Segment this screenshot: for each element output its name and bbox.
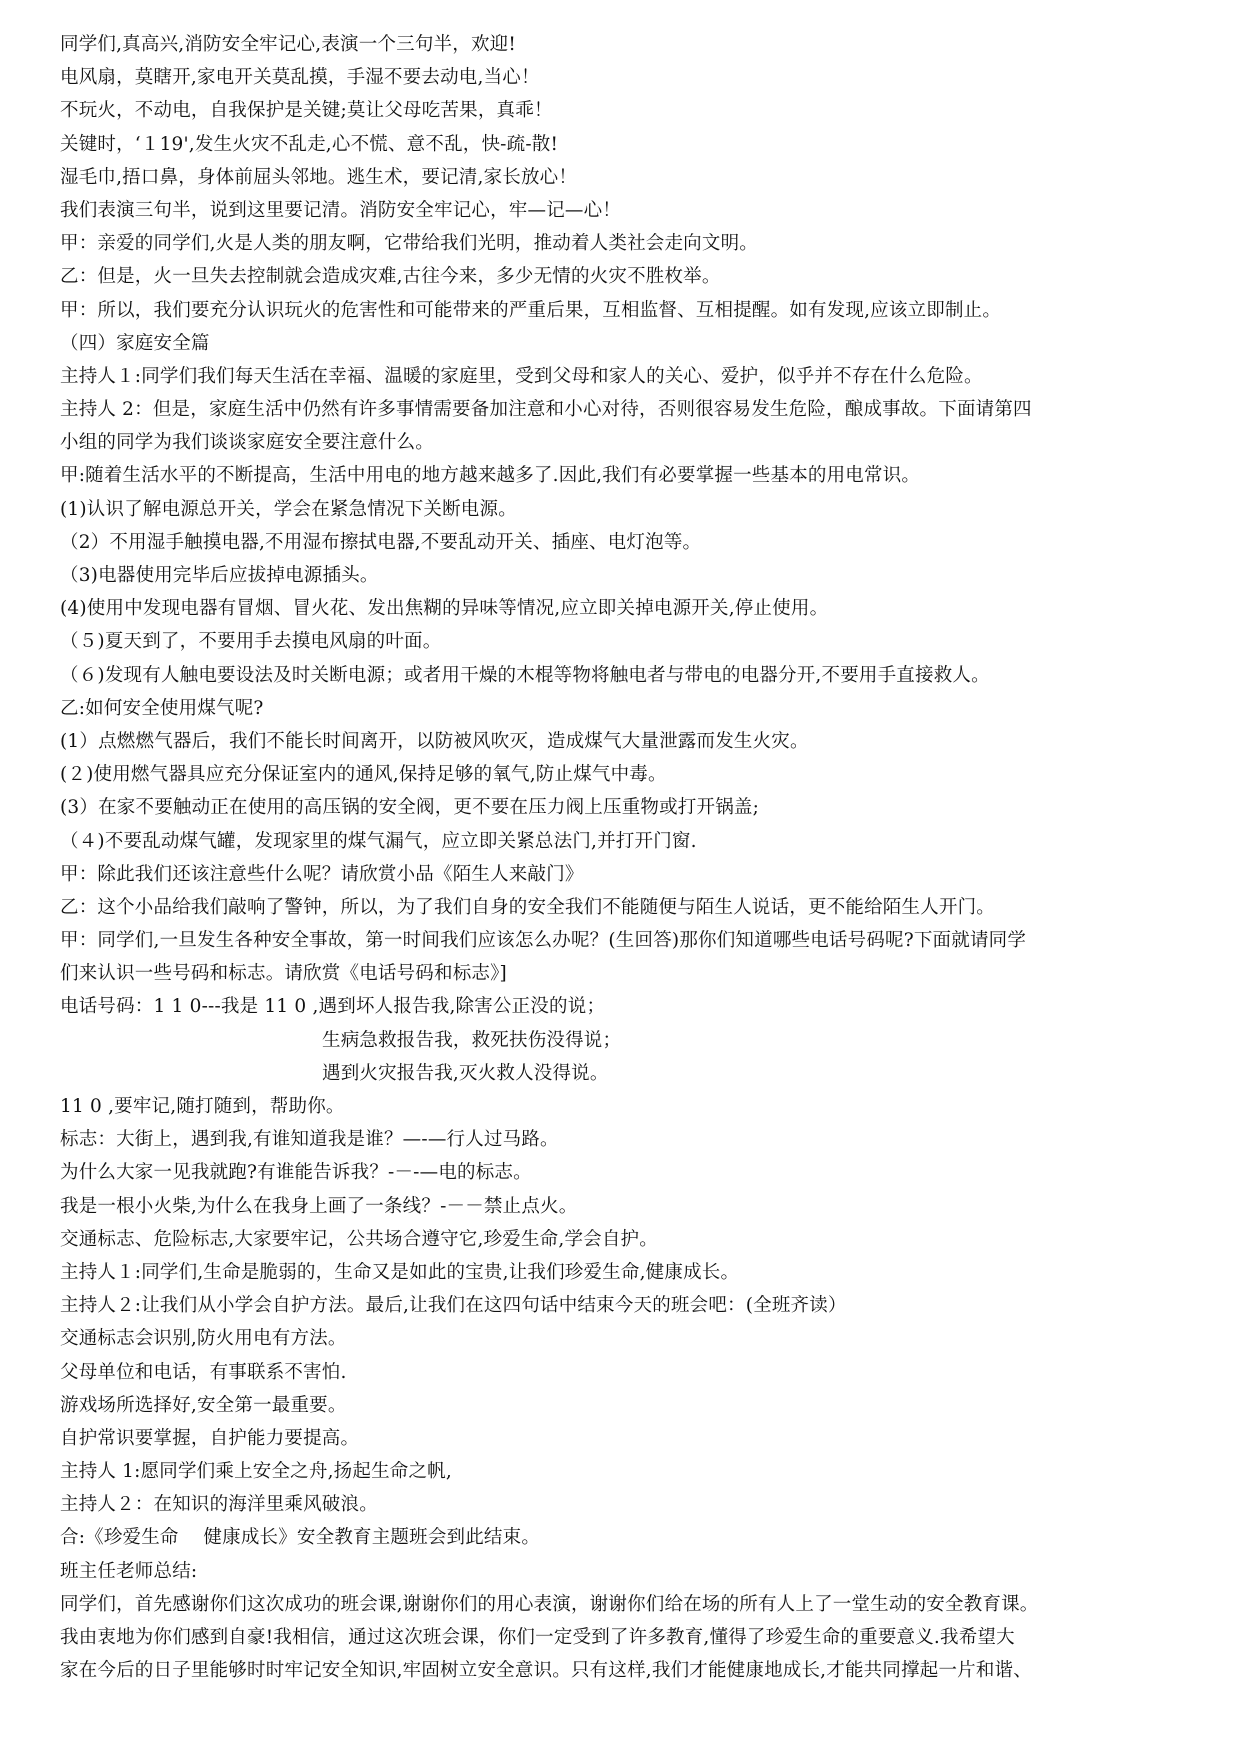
text-line: 主持人１:同学们,生命是脆弱的，生命又是如此的宝贵,让我们珍爱生命,健康成长。 (60, 1261, 740, 1283)
text-line: 主持人２:让我们从小学会自护方法。最后,让我们在这四句话中结束今天的班会吧：(全班齐读） (60, 1295, 847, 1317)
list-item: （3)电器使用完毕后应拔掉电源插头。 (60, 565, 379, 586)
text-line: 电风扇，莫瞎开,家电开关莫乱摸，手湿不要去动电,当心！ (60, 67, 540, 89)
text-line: 为什么大家一见我就跑?有谁能告诉我？-－-—电的标志。 (60, 1162, 532, 1184)
text-line: 不玩火，不动电，自我保护是关键;莫让父母吃苦果，真乖！ (60, 100, 553, 122)
section-heading: （四）家庭安全篇 (60, 332, 210, 354)
text-line: 乙：这个小品给我们敲响了警钟，所以，为了我们自身的安全我们不能随便与陌生人说话，更不能给陌生人开门。 (60, 896, 996, 918)
text-line: 关键时，‘１19',发生火灾不乱走,心不慌、意不乱，快-疏-散! (60, 133, 559, 155)
text-line: 主持人２：在知识的海洋里乘风破浪。 (60, 1494, 378, 1516)
text-line: 们来认识一些号码和标志。请欣赏《电话号码和标志》] (60, 963, 507, 985)
list-item: （2）不用湿手触摸电器,不用湿布擦拭电器,不要乱动开关、插座、电灯泡等。 (60, 531, 702, 553)
list-item: （６)发现有人触电要设法及时关断电源；或者用干燥的木棍等物将触电者与带电的电器分开,不要用手直接救人。 (60, 664, 990, 686)
text-line: 同学们，首先感谢你们这次成功的班会课,谢谢你们的用心表演，谢谢你们给在场的所有人上了一堂生动的安全教育课。 (60, 1593, 1039, 1615)
text-line: 主持人１:同学们我们每天生活在幸福、温暖的家庭里，受到父母和家人的关心、爱护，似乎并不存在什么危险。 (60, 365, 983, 387)
text-line: 合:《珍爱生命 健康成长》安全教育主题班会到此结束。 (60, 1527, 541, 1549)
text-line: 乙：但是，火一旦失去控制就会造成灾难,古往今来，多少无情的火灾不胜枚举。 (60, 266, 721, 288)
text-line: 甲：同学们,一旦发生各种安全事故，第一时间我们应该怎么办呢？(生回答)那你们知道哪些电话号码呢?下面就请同学 (60, 930, 1027, 952)
text-line: 我是一根小火柴,为什么在我身上画了一条线？-－－禁止点火。 (60, 1195, 578, 1217)
text-line: 11 0 ,要牢记,随打随到，帮助你。 (60, 1096, 345, 1117)
list-item: （４)不要乱动煤气罐，发现家里的煤气漏气，应立即关紧总法门,并打开门窗. (60, 830, 697, 852)
text-line: 我们表演三句半，说到这里要记清。消防安全牢记心，牢—记—心！ (60, 199, 622, 221)
text-line: 电话号码：1 1 0---我是 11 0 ,遇到坏人报告我,除害公正没的说； (60, 996, 606, 1018)
text-line: 乙:如何安全使用煤气呢? (60, 697, 264, 719)
text-line: 同学们,真高兴,消防安全牢记心,表演一个三句半，欢迎! (60, 34, 516, 55)
list-item: (3）在家不要触动正在使用的高压锅的安全阀，更不要在压力阀上压重物或打开锅盖; (60, 797, 760, 819)
text-line: 甲：所以，我们要充分认识玩火的危害性和可能带来的严重后果，互相监督、互相提醒。如有发现,应该立即制止。 (60, 299, 1002, 321)
text-line: 甲：亲爱的同学们,火是人类的朋友啊，它带给我们光明，推动着人类社会走向文明。 (60, 233, 758, 255)
text-line: 我由衷地为你们感到自豪!我相信，通过这次班会课，你们一定受到了许多教育,懂得了珍爱生命的重要意义.我希望大 (60, 1627, 1015, 1648)
text-line: 生病急救报告我，救死扶伤没得说； (322, 1029, 622, 1051)
text-line: 小组的同学为我们谈谈家庭安全要注意什么。 (60, 432, 435, 454)
text-line: 遇到火灾报告我,灭火救人没得说。 (322, 1062, 609, 1084)
text-line: 湿毛巾,捂口鼻，身体前屈头邻地。逃生术，要记清,家长放心！ (60, 166, 578, 188)
text-line: 主持人 1:愿同学们乘上安全之舟,扬起生命之帆, (60, 1461, 452, 1483)
text-line: 甲:随着生活水平的不断提高，生活中用电的地方越来越多了.因此,我们有必要掌握一些基本的用电常识。 (60, 465, 921, 487)
text-line: 标志：大街上，遇到我,有谁知道我是谁？—-—行人过马路。 (60, 1129, 559, 1151)
text-line: 家在今后的日子里能够时时牢记安全知识,牢固树立安全意识。只有这样,我们才能健康地成长,才能共同撑起一片和谐、 (60, 1660, 1032, 1682)
text-line: 交通标志会识别,防火用电有方法。 (60, 1328, 347, 1350)
text-line: 甲：除此我们还该注意些什么呢？请欣赏小品《陌生人来敲门》 (60, 863, 584, 885)
text-line: 主持人 2：但是，家庭生活中仍然有许多事情需要备加注意和小心对待，否则很容易发生危险，酿成事故。下面请第四 (60, 399, 1032, 421)
list-item: (２)使用燃气器具应充分保证室内的通风,保持足够的氧气,防止煤气中毒。 (60, 764, 667, 786)
list-item: (1）点燃燃气器后，我们不能长时间离开，以防被风吹灭，造成煤气大量泄露而发生火灾。 (60, 730, 809, 752)
text-line: 游戏场所选择好,安全第一最重要。 (60, 1394, 347, 1416)
text-line: 交通标志、危险标志,大家要牢记，公共场合遵守它,珍爱生命,学会自护。 (60, 1228, 658, 1250)
list-item: （５)夏天到了，不要用手去摸电风扇的叶面。 (60, 631, 442, 653)
text-line: 父母单位和电话，有事联系不害怕. (60, 1361, 347, 1383)
list-item: (4)使用中发现电器有冒烟、冒火花、发出焦糊的异味等情况,应立即关掉电源开关,停止使用。 (60, 598, 829, 620)
text-line: 班主任老师总结: (60, 1560, 198, 1582)
list-item: (1)认识了解电源总开关，学会在紧急情况下关断电源。 (60, 498, 517, 520)
text-line: 自护常识要掌握，自护能力要提高。 (60, 1427, 360, 1449)
